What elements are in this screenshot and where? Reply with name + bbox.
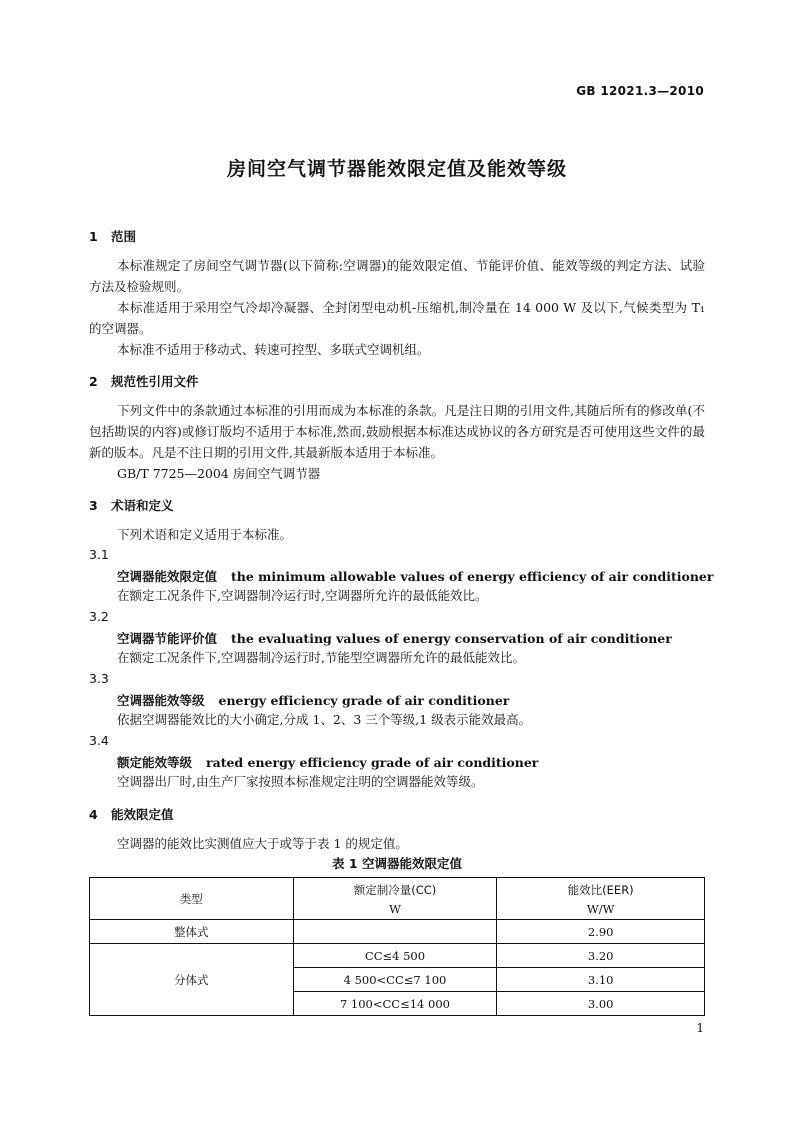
term-definition: 依据空调器能效比的大小确定,分成 1、2、3 三个等级,1 级表示能效最高。 — [117, 712, 532, 727]
paragraph: 本标准规定了房间空气调节器(以下简称:空调器)的能效限定值、节能评价值、能效等级的判定方法、试验方法及检验规则。 — [89, 258, 705, 294]
term-en: the evaluating values of energy conservation of air conditioner — [231, 631, 672, 646]
row-eer: 3.00 — [497, 992, 705, 1016]
term-zh: 空调器能效等级 — [117, 693, 205, 708]
document-title: 房间空气调节器能效限定值及能效等级 — [226, 158, 567, 180]
reference-entry: GB/T 7725—2004 房间空气调节器 — [117, 466, 321, 481]
section-title: 规范性引用文件 — [111, 374, 199, 389]
header-eer — [497, 878, 705, 920]
header-type: 类型 — [90, 878, 294, 920]
header-cooling-capacity — [293, 878, 497, 920]
paragraph: 本标准适用于采用空气冷却冷凝器、全封闭型电动机-压缩机,制冷量在 14 000 W 及以下,气候类型为 T₁ 的空调器。 — [89, 300, 705, 336]
term-heading — [117, 753, 538, 771]
section-title: 范围 — [111, 229, 137, 244]
row-type: 分体式 — [90, 944, 294, 1016]
term-definition: 空调器出厂时,由生产厂家按照本标准规定注明的空调器能效等级。 — [117, 774, 484, 789]
paragraph: 空调器的能效比实测值应大于或等于表 1 的规定值。 — [117, 836, 408, 851]
term-heading — [117, 691, 509, 709]
row-cc: 4 500<CC≤7 100 — [293, 968, 497, 992]
term-definition: 在额定工况条件下,空调器制冷运行时,节能型空调器所允许的最低能效比。 — [117, 650, 525, 665]
section-number: 1 — [89, 229, 98, 244]
efficiency-table — [89, 877, 705, 1016]
paragraph: 下列术语和定义适用于本标准。 — [117, 527, 293, 542]
term-number: 3.4 — [89, 733, 109, 748]
paragraph: 本标准不适用于移动式、转速可控型、多联式空调机组。 — [117, 342, 430, 357]
paragraph: 下列文件中的条款通过本标准的引用而成为本标准的条款。凡是注日期的引用文件,其随后所有的修改单(不包括勘误的内容)或修订版均不适用于本标准,然而,鼓励根据本标准达成协议的各方研究是否可使用这些文件的最新的版本。凡是不注日期的引用文件,其最新版本适用于本标准。 — [89, 403, 705, 460]
page-number: 1 — [696, 1021, 704, 1035]
section-2-heading — [89, 372, 199, 390]
section-number: 4 — [89, 807, 98, 822]
row-eer: 3.10 — [497, 968, 705, 992]
table-header-row — [90, 878, 705, 920]
term-definition: 在额定工况条件下,空调器制冷运行时,空调器所允许的最低能效比。 — [117, 588, 488, 603]
section-title: 术语和定义 — [111, 498, 174, 513]
section-3-heading — [89, 496, 174, 514]
header-cc-unit: W — [389, 901, 401, 916]
section-1-heading — [89, 227, 136, 245]
row-eer: 3.20 — [497, 944, 705, 968]
term-number: 3.2 — [89, 609, 109, 624]
header-eer-label: 能效比(EER) — [567, 882, 634, 897]
term-en: the minimum allowable values of energy efficiency of air conditioner — [231, 569, 714, 584]
header-eer-unit: W/W — [586, 901, 615, 916]
table-caption: 表 1 空调器能效限定值 — [332, 856, 462, 871]
term-zh: 额定能效等级 — [117, 755, 193, 770]
section-number: 2 — [89, 374, 98, 389]
term-number: 3.3 — [89, 671, 109, 686]
row-cc: CC≤4 500 — [293, 944, 497, 968]
standard-code: GB 12021.3—2010 — [576, 84, 704, 98]
section-title: 能效限定值 — [111, 807, 174, 822]
term-number: 3.1 — [89, 547, 109, 562]
term-heading — [117, 567, 713, 585]
section-number: 3 — [89, 498, 98, 513]
row-eer: 2.90 — [497, 920, 705, 944]
term-zh: 空调器节能评价值 — [117, 631, 218, 646]
table-row — [90, 920, 705, 944]
term-heading — [117, 629, 672, 647]
term-zh: 空调器能效限定值 — [117, 569, 218, 584]
row-cc: 7 100<CC≤14 000 — [293, 992, 497, 1016]
term-en: energy efficiency grade of air conditioner — [218, 693, 510, 708]
header-cc-label: 额定制冷量(CC) — [353, 882, 437, 897]
section-4-heading — [89, 805, 174, 823]
row-type: 整体式 — [90, 920, 294, 944]
row-cc — [293, 920, 497, 944]
table-row — [90, 944, 705, 968]
term-en: rated energy efficiency grade of air conditioner — [206, 755, 539, 770]
